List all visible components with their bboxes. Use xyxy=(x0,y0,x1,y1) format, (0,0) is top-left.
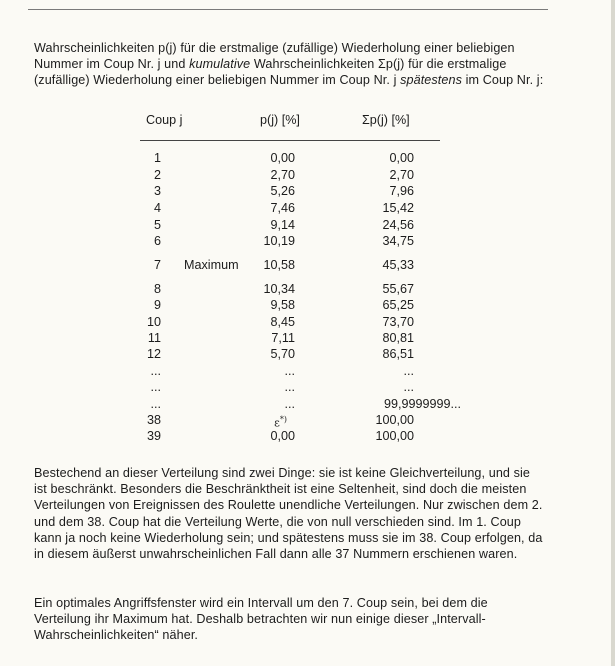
row-sum: 55,67 xyxy=(382,282,414,296)
row-coup: 3 xyxy=(153,184,161,198)
intro-text-2: Wahrscheinlichkeiten Σp(j) für die erstmalige (zufällige) Wiederholung einer beliebigen Nummer im Coup Nr. j xyxy=(34,57,507,88)
row-sum: 24,56 xyxy=(382,218,414,232)
row-p: 9,58 xyxy=(270,298,295,312)
row-coup: 10 xyxy=(146,315,161,329)
row-sum: 99,9999999... xyxy=(384,397,462,411)
row-p: ... xyxy=(284,397,295,411)
row-sum: 100,00 xyxy=(375,429,414,443)
header-coup: Coup j xyxy=(146,113,183,127)
row-p: 0,00 xyxy=(270,151,295,165)
row-sum: 7,96 xyxy=(389,184,414,198)
row-p: 8,45 xyxy=(270,315,295,329)
row-sum: 34,75 xyxy=(382,234,414,248)
row-sum: ... xyxy=(403,364,414,378)
row-p: 5,26 xyxy=(270,184,295,198)
row-coup: 1 xyxy=(153,151,161,165)
intro-spaetestens: spätestens xyxy=(400,73,463,88)
row-p: ε*) xyxy=(274,415,287,430)
row-p: 0,00 xyxy=(270,429,295,443)
row-coup: 2 xyxy=(153,168,161,182)
intro-kumulative: kumulative xyxy=(189,57,251,72)
row-sum: 80,81 xyxy=(382,331,414,345)
header-p: p(j) [%] xyxy=(260,113,300,127)
row-p: 10,19 xyxy=(263,234,295,248)
row-sum: 86,51 xyxy=(382,347,414,361)
row-p: 2,70 xyxy=(270,168,295,182)
row-p: 5,70 xyxy=(270,347,295,361)
row-coup: 8 xyxy=(153,282,161,296)
row-coup: 6 xyxy=(153,234,161,248)
row-p: 10,58 xyxy=(263,258,295,272)
row-p: 7,46 xyxy=(270,201,295,215)
paragraph-2: Ein optimales Angriffsfenster wird ein Intervall um den 7. Coup sein, bei dem die Verteilung ihr Maximum hat. Deshalb betrachten wir nun einige dieser „Intervall-Wahrscheinlichkeiten“ näher. xyxy=(34,596,488,643)
row-sum: 15,42 xyxy=(382,201,414,215)
intro-text-1: Wahrscheinlichkeiten p(j) für die erstmalige (zufällige) Wiederholung einer beliebigen Nummer im Coup Nr. j und xyxy=(34,41,515,72)
row-label: Maximum xyxy=(184,258,239,272)
row-sum: 73,70 xyxy=(382,315,414,329)
paragraph-1: Bestechend an dieser Verteilung sind zwei Dinge: sie ist keine Gleichverteilung, und sie ist beschränkt. Besonders die Beschränktheit ist eine Seltenheit, sind doch die meisten Verteilungen von Ereignissen des Roulette unendliche Verteilungen. Nur zwischen dem 2. und dem 38. Coup hat die Verteilung Werte, die von null verschieden sind. Im 1. Coup kann ja noch keine Wiederholung sein; und spätestens muss sie im 38. Coup erfolgen, da in diesem äußerst unwahrscheinlichen Fall dann alle 37 Nummern erschienen waren. xyxy=(34,466,543,562)
row-coup: 38 xyxy=(146,413,161,427)
row-coup: 5 xyxy=(153,218,161,232)
row-p: ... xyxy=(284,380,295,394)
row-sum: 45,33 xyxy=(382,258,414,272)
row-coup: ... xyxy=(150,364,161,378)
intro-text-3: im Coup Nr. j: xyxy=(462,73,544,88)
row-sum: 2,70 xyxy=(389,168,414,182)
row-coup: 11 xyxy=(147,331,161,345)
row-coup: 4 xyxy=(153,201,161,215)
row-p: ... xyxy=(284,364,295,378)
row-coup: ... xyxy=(150,380,161,394)
row-sum: 0,00 xyxy=(389,151,414,165)
row-p: 10,34 xyxy=(263,282,295,296)
row-p: 9,14 xyxy=(270,218,295,232)
row-coup: 39 xyxy=(146,429,161,443)
row-sum: 65,25 xyxy=(382,298,414,312)
row-p: 7,11 xyxy=(271,331,295,345)
row-coup: ... xyxy=(150,397,161,411)
row-sum: ... xyxy=(403,380,414,394)
header-sum: Σp(j) [%] xyxy=(362,113,410,127)
row-coup: 9 xyxy=(153,298,161,312)
row-coup: 7 xyxy=(153,258,161,272)
row-coup: 12 xyxy=(146,347,161,361)
row-sum: 100,00 xyxy=(375,413,414,427)
